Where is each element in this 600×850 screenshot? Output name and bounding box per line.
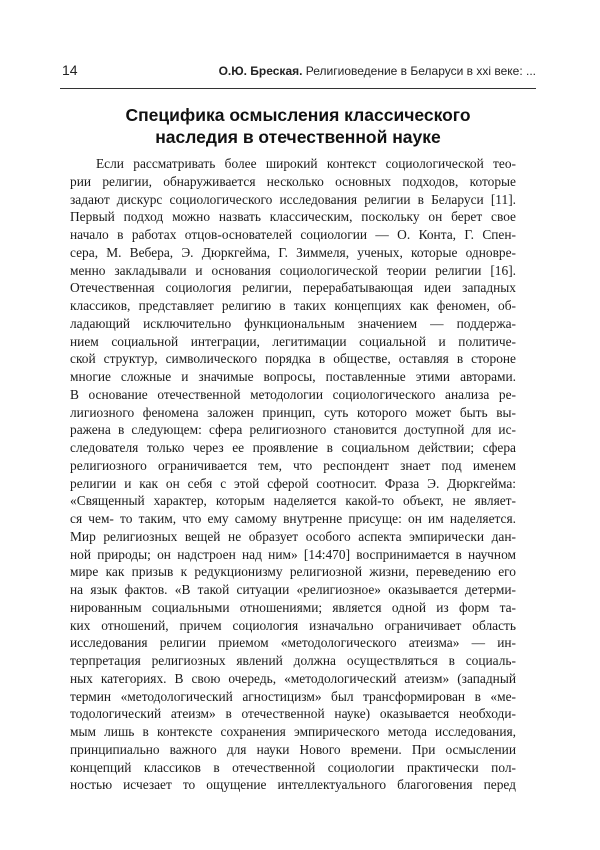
text-line: религиозного ограничивается тем, что респондент знает под именем [70,457,516,473]
text-line: ных категориях. В свою очередь, «методологический атеизм» (западный [70,670,516,686]
text-line: классиков, представляет религию в таких концепциях как феномен, об- [70,298,516,313]
text-line: Отечественная социология религии, перерабатывающая идеи западных [70,280,516,296]
text-line: мире как призыв к редукционизму религиозной жизни, переведению его [70,564,516,580]
text-line: на язык фактов. «В такой ситуации «религиозное» оказывается детерми- [70,582,516,597]
header-divider [60,88,536,89]
text-line: следователя только через ее проявление в социальном действии; сфера [70,440,516,455]
text-line: начало в работах отцов-основателей социологии — О. Конта, Г. Спен- [70,227,516,242]
text-line: «Священный характер, которым наделяется какой-то объект, не являет- [70,493,516,509]
text-line: рии религии, обнаруживается несколько основных подходов, которые [70,173,516,189]
text-line: сера, М. Вебера, Э. Дюркгейма, Г. Зиммеля, ученых, которые одновре- [70,244,516,260]
text-line: ладающий исключительно функциональным значением — поддержа- [70,315,516,331]
page-number: 14 [62,62,78,78]
text-line: лигиозного феномена заложен принцип, суть которого может быть вы- [70,404,516,420]
text-line: задают дискурс социологического исследования религии в Беларуси [11]. [70,191,516,207]
running-header-book-title: Религиоведение в Беларуси в xxi веке: ... [305,64,536,78]
section-title-line-1: Специфика осмысления классического [125,105,471,125]
text-line: религии и как он себя с этой сферой соотносит. Фраза Э. Дюркгейма: [70,475,516,491]
text-line: тодологический атеизм» в отечественной науке) оказывается необходи- [70,706,516,722]
text-line: Если рассматривать более широкий контекст социологической тео- [96,156,516,171]
text-line: менно закладывали и основания социологической теории религии [16]. [70,262,516,278]
text-line: мым лишь в контексте сохранения эмпирического метода исследования, [70,724,516,739]
text-line: ной природы; он надстроен над ним» [14:470] воспринимается в научном [70,546,516,562]
text-line: термин «методологический агностицизм» был трансформирован в «ме- [70,688,516,704]
text-line: ской структур, символического порядка в обществе, оставляя в стороне [70,351,516,367]
body-text [70,155,516,794]
text-line: Мир религиозных вещей не образует особого аспекта эмпирически дан- [70,528,516,544]
section-title [60,104,536,148]
text-line: концепций классиков в отечественной социологии практически пол- [70,759,516,775]
text-line: нием социальной интеграции, легитимации социальной и политиче- [70,333,516,349]
text-line: нированным социальными отношениями; является одной из форм та- [70,599,516,615]
text-line: исследования религии приемом «методологического атеизма» — ин- [70,635,516,651]
text-line: В основание отечественной методологии социологического анализа ре- [70,386,516,402]
text-line: ся чем- то таким, что ему самому внутренне присуще: он им наделяется. [70,511,516,526]
text-line: ражена в следующем: сфера религиозного становится доступной для ис- [70,422,516,438]
text-line: принципиально важного для науки Нового времени. При осмыслении [70,741,516,757]
text-line: ностью исчезает то ощущение интеллектуального благоговения перед [70,777,516,793]
text-line: многие сложные и значимые вопросы, поставленные этими авторами. [70,369,516,384]
text-line: терпретация религиозных явлений должна осуществляться в социаль- [70,653,516,668]
section-title-line-2: наследия в отечественной науке [155,127,441,147]
text-line: ких отношений, причем социология изначально ограничивает область [70,617,516,633]
running-header [219,64,536,78]
running-header-author: О.Ю. Бреская. [218,64,303,78]
text-line: Первый подход можно назвать классическим, поскольку он берет свое [70,209,516,225]
